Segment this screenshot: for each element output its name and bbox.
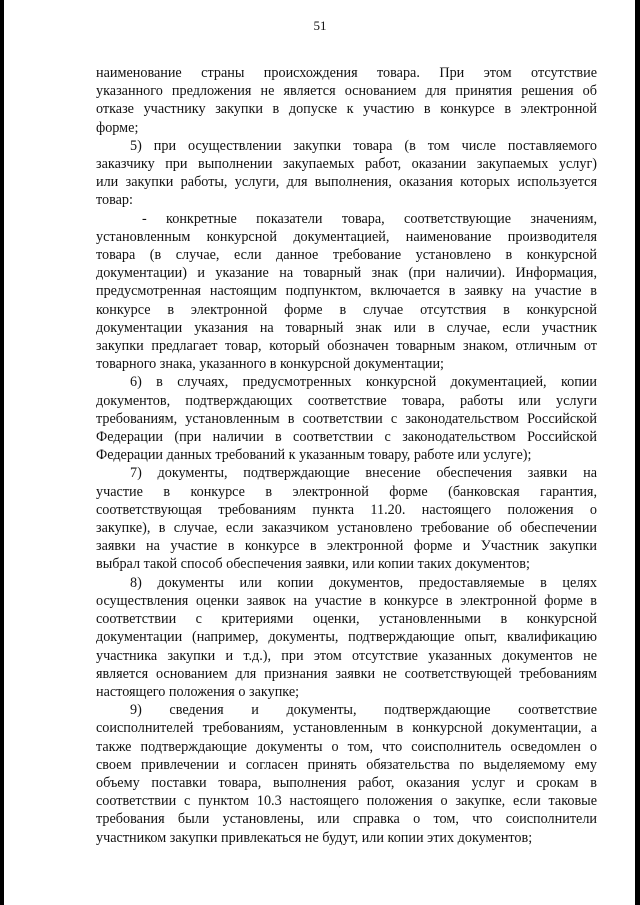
text-line: соответствии с пунктом 10.3 настоящего положения о закупке, если таковые bbox=[96, 793, 597, 810]
text-line: заявки на участие в конкурсе в электронной форме и Участник закупки bbox=[96, 538, 597, 555]
text-line: закупки предлагает товар, который обозначен товарным знаком, отличным от bbox=[96, 338, 597, 355]
text-line: участника закупки и т.д.), при этом отсутствие указанных документов не bbox=[96, 647, 597, 664]
text-line: 6) в случаях, предусмотренных конкурсной документацией, копии bbox=[130, 374, 597, 391]
text-line: документации) и указание на товарный знак (при наличии). Информация, bbox=[96, 265, 597, 282]
text-line: 8) документы или копии документов, предоставляемые в целях bbox=[130, 574, 597, 591]
text-line: товарного знака, указанного в конкурсной документации; bbox=[96, 356, 444, 373]
text-line: форме; bbox=[96, 119, 139, 136]
text-line: также подтверждающие документы о том, что соисполнитель осведомлен о bbox=[96, 738, 597, 755]
text-line: выбрал такой способ обеспечения заявки, или копии таких документов; bbox=[96, 556, 530, 573]
text-line: объему поставки товара, выполнения работ, оказания услуг и срокам в bbox=[96, 774, 597, 791]
text-line: конкурсе в электронной форме в случае отсутствия в конкурсной bbox=[96, 301, 597, 318]
text-line: соответствии с критериями оценки, установленными в конкурсной bbox=[96, 611, 597, 628]
text-line: осуществления оценки заявок на участие в конкурсе в электронной форме в bbox=[96, 592, 597, 609]
text-line: Федерации данных требований к указанным товару, работе или услуге); bbox=[96, 447, 532, 464]
text-line: 7) документы, подтверждающие внесение обеспечения заявки на bbox=[130, 465, 597, 482]
text-line: отказе участнику закупки в допуске к участию в конкурсе в электронной bbox=[96, 101, 597, 118]
text-line: товара (в случае, если данное требование установлено в конкурсной bbox=[96, 247, 597, 264]
text-line: соответствующая требованиям пункта 11.20. настоящего положения о bbox=[96, 501, 597, 518]
text-line: 5) при осуществлении закупки товара (в том числе поставляемого bbox=[130, 137, 597, 154]
text-line: своем привлечении и согласен принять обязательства по выделяемому ему bbox=[96, 756, 597, 773]
text-line: - конкретные показатели товара, соответствующие значениям, bbox=[142, 210, 597, 227]
text-line: документации (например, документы, подтверждающие опыт, квалификацию bbox=[96, 629, 597, 646]
text-line: участником закупки привлекаться не будут, или копии этих документов; bbox=[96, 829, 533, 846]
text-line: документов, подтверждающих соответствие товара, работы или услуги bbox=[96, 392, 597, 409]
text-line: товар: bbox=[96, 192, 133, 209]
text-line: документации указания на товарный знак или в случае, если участник bbox=[96, 319, 597, 336]
document-body bbox=[96, 64, 597, 847]
text-line: или закупки работы, услуги, для выполнения, оказания которых используется bbox=[96, 174, 597, 191]
text-line: предусмотренная настоящим подпунктом, включается в заявку на участие в bbox=[96, 283, 597, 300]
text-line: Федерации (при наличии в соответствии с законодательством Российской bbox=[96, 429, 597, 446]
text-line: закупке), в случае, если заказчиком установлено требование об обеспечении bbox=[96, 520, 597, 537]
scan-border-left bbox=[0, 0, 4, 905]
text-line: участие в конкурсе в электронной форме (банковская гарантия, bbox=[96, 483, 597, 500]
text-line: требованиям, установленным в соответствии с законодательством Российской bbox=[96, 410, 597, 427]
scan-border-right bbox=[635, 0, 640, 905]
text-line: требования были установлены, или справка о том, что соисполнители bbox=[96, 811, 597, 828]
text-line: указанного предложения не является основанием для принятия решения об bbox=[96, 83, 597, 100]
text-line: заказчику при выполнении закупаемых работ, оказании закупаемых услуг) bbox=[96, 156, 597, 173]
text-line: наименование страны происхождения товара. При этом отсутствие bbox=[96, 65, 597, 81]
text-line: настоящего положения о закупке; bbox=[96, 683, 300, 700]
text-line: является основанием для признания заявки не соответствующей требованиям bbox=[96, 665, 597, 682]
text-line: установленным конкурсной документацией, наименование производителя bbox=[96, 228, 597, 245]
text-line: 9) сведения и документы, подтверждающие соответствие bbox=[130, 702, 597, 719]
page-number: 51 bbox=[313, 18, 327, 33]
text-line: соисполнителей требованиям, установленным в конкурсной документации, а bbox=[96, 720, 597, 737]
